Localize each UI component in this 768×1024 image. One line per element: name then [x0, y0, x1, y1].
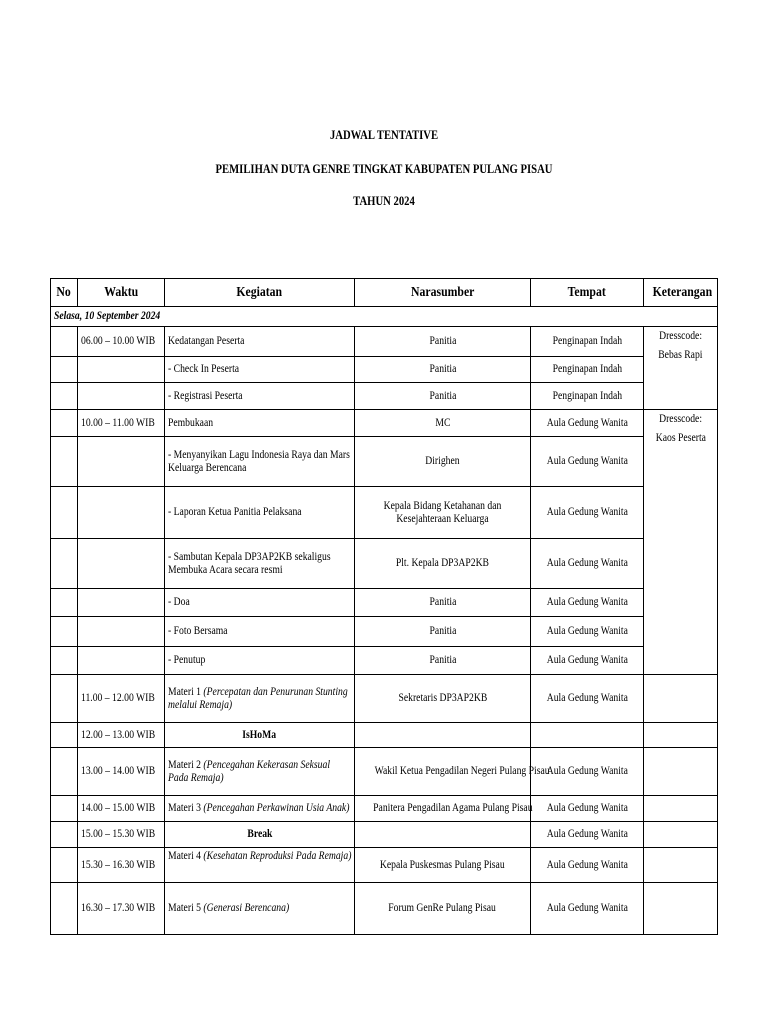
- tempat-cell: Aula Gedung Wanita: [531, 589, 644, 617]
- narasumber-cell: Panitia: [355, 617, 531, 647]
- table-row: [51, 647, 718, 675]
- table-row: [51, 723, 718, 748]
- tempat-cell: Aula Gedung Wanita: [531, 487, 644, 539]
- tempat-cell: Aula Gedung Wanita: [531, 796, 644, 822]
- kegiatan-cell: Materi 1 (Percepatan dan Penurunan Stunting melalui Remaja): [165, 675, 355, 723]
- tempat-cell: Aula Gedung Wanita: [531, 617, 644, 647]
- keterangan-cell: Dresscode: Kaos Peserta: [644, 410, 718, 675]
- kegiatan-cell: - Check In Peserta: [165, 357, 355, 383]
- tempat-cell: Aula Gedung Wanita: [531, 822, 644, 848]
- table-row: [51, 487, 718, 539]
- kegiatan-cell: Materi 4 (Kesehatan Reproduksi Pada Remaja): [165, 848, 355, 883]
- waktu-cell: 13.00 – 14.00 WIB: [78, 748, 165, 796]
- date-cell: Selasa, 10 September 2024: [51, 307, 718, 327]
- header-row: [51, 279, 718, 307]
- kegiatan-cell: IsHoMa: [165, 723, 355, 748]
- table-row: [51, 539, 718, 589]
- doc-title-line3: TAHUN 2024: [353, 193, 415, 208]
- table-row: [51, 357, 718, 383]
- narasumber-cell: Wakil Ketua Pengadilan Negeri Pulang Pisau: [355, 748, 531, 796]
- header-tempat: Tempat: [531, 279, 644, 307]
- narasumber-cell: Panitia: [355, 357, 531, 383]
- table-row: [51, 796, 718, 822]
- waktu-cell: 11.00 – 12.00 WIB: [78, 675, 165, 723]
- header-keterangan: Keterangan: [644, 279, 718, 307]
- tempat-cell: Aula Gedung Wanita: [531, 647, 644, 675]
- kegiatan-cell: Break: [165, 822, 355, 848]
- tempat-cell: Aula Gedung Wanita: [531, 410, 644, 437]
- kegiatan-cell: Kedatangan Peserta: [165, 327, 355, 357]
- narasumber-cell: [355, 723, 531, 748]
- narasumber-cell: Panitia: [355, 589, 531, 617]
- waktu-cell: 15.00 – 15.30 WIB: [78, 822, 165, 848]
- kegiatan-cell: - Sambutan Kepala DP3AP2KB sekaligus Membuka Acara secara resmi: [165, 539, 355, 589]
- table-row: [51, 748, 718, 796]
- tempat-cell: Aula Gedung Wanita: [531, 539, 644, 589]
- header-kegiatan: Kegiatan: [165, 279, 355, 307]
- header-narasumber: Narasumber: [355, 279, 531, 307]
- kegiatan-cell: Pembukaan: [165, 410, 355, 437]
- kegiatan-cell: - Foto Bersama: [165, 617, 355, 647]
- doc-title-line1: JADWAL TENTATIVE: [329, 127, 439, 142]
- waktu-cell: 16.30 – 17.30 WIB: [78, 883, 165, 935]
- header-waktu: Waktu: [78, 279, 165, 307]
- keterangan-cell: Dresscode: Bebas Rapi: [644, 327, 718, 410]
- narasumber-cell: Panitia: [355, 383, 531, 410]
- kegiatan-cell: - Laporan Ketua Panitia Pelaksana: [165, 487, 355, 539]
- tempat-cell: Aula Gedung Wanita: [531, 437, 644, 487]
- table-row: [51, 437, 718, 487]
- waktu-cell: 15.30 – 16.30 WIB: [78, 848, 165, 883]
- narasumber-cell: MC: [355, 410, 531, 437]
- table-row: [51, 327, 718, 357]
- narasumber-cell: Forum GenRe Pulang Pisau: [355, 883, 531, 935]
- tempat-cell: Penginapan Indah: [531, 327, 644, 357]
- waktu-cell: 14.00 – 15.00 WIB: [78, 796, 165, 822]
- tempat-cell: Aula Gedung Wanita: [531, 883, 644, 935]
- tempat-cell: [531, 723, 644, 748]
- narasumber-cell: Kepala Bidang Ketahanan dan Kesejahteraan Keluarga: [355, 487, 531, 539]
- tempat-cell: Aula Gedung Wanita: [531, 748, 644, 796]
- schedule-table: [50, 278, 718, 935]
- table-row: [51, 589, 718, 617]
- kegiatan-cell: - Registrasi Peserta: [165, 383, 355, 410]
- narasumber-cell: [355, 822, 531, 848]
- waktu-cell: 06.00 – 10.00 WIB: [78, 327, 165, 357]
- kegiatan-cell: Materi 3 (Pencegahan Perkawinan Usia Anak): [165, 796, 355, 822]
- tempat-cell: Penginapan Indah: [531, 357, 644, 383]
- kegiatan-cell: Materi 2 (Pencegahan Kekerasan Seksual Pada Remaja): [165, 748, 355, 796]
- doc-title-line2: PEMILIHAN DUTA GENRE TINGKAT KABUPATEN PULANG PISAU: [215, 161, 553, 176]
- table-row: [51, 410, 718, 437]
- table-row: [51, 822, 718, 848]
- narasumber-cell: Panitera Pengadilan Agama Pulang Pisau: [355, 796, 531, 822]
- table-row: [51, 883, 718, 935]
- waktu-cell: 12.00 – 13.00 WIB: [78, 723, 165, 748]
- narasumber-cell: Sekretaris DP3AP2KB: [355, 675, 531, 723]
- tempat-cell: Aula Gedung Wanita: [531, 675, 644, 723]
- narasumber-cell: Panitia: [355, 647, 531, 675]
- table-row: [51, 848, 718, 883]
- header-no: No: [51, 279, 78, 307]
- table-row: [51, 617, 718, 647]
- narasumber-cell: Dirighen: [355, 437, 531, 487]
- waktu-cell: 10.00 – 11.00 WIB: [78, 410, 165, 437]
- table-row: [51, 675, 718, 723]
- tempat-cell: Penginapan Indah: [531, 383, 644, 410]
- table-row: [51, 383, 718, 410]
- tempat-cell: Aula Gedung Wanita: [531, 848, 644, 883]
- kegiatan-cell: - Doa: [165, 589, 355, 617]
- kegiatan-cell: - Penutup: [165, 647, 355, 675]
- kegiatan-cell: Materi 5 (Generasi Berencana): [165, 883, 355, 935]
- narasumber-cell: Plt. Kepala DP3AP2KB: [355, 539, 531, 589]
- narasumber-cell: Panitia: [355, 327, 531, 357]
- narasumber-cell: Kepala Puskesmas Pulang Pisau: [355, 848, 531, 883]
- kegiatan-cell: - Menyanyikan Lagu Indonesia Raya dan Mars Keluarga Berencana: [165, 437, 355, 487]
- date-row: [51, 307, 718, 327]
